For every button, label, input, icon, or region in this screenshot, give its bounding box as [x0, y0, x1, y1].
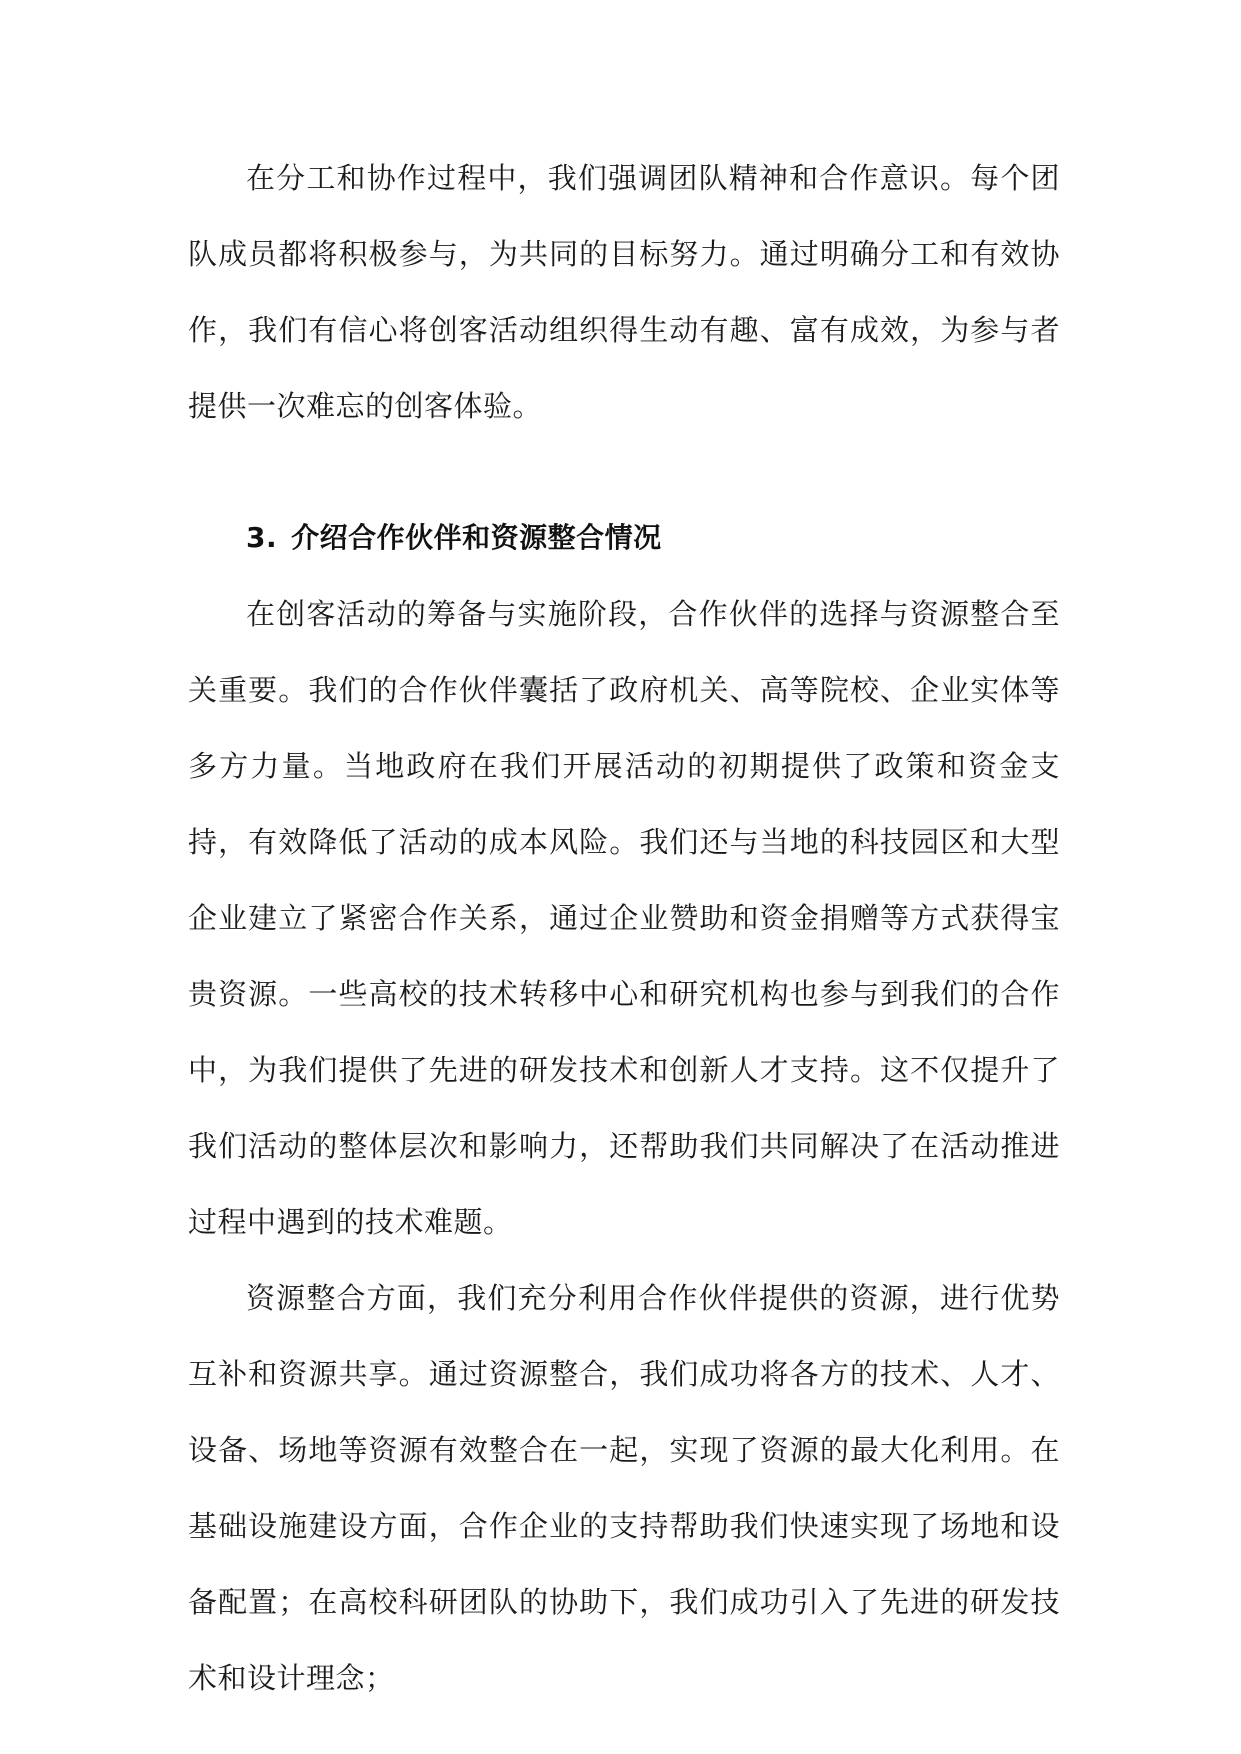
section-number: 3.: [246, 521, 278, 554]
section-title: 介绍合作伙伴和资源整合情况: [291, 521, 662, 554]
paragraph-teamwork: 在分工和协作过程中，我们强调团队精神和合作意识。每个团队成员都将积极参与，为共同的目标努力。通过明确分工和有效协作，我们有信心将创客活动组织得生动有趣、富有成效，为参与者提供一次难忘的创客体验。: [188, 161, 1060, 423]
section-heading: [188, 500, 1060, 576]
paragraph-resource-integration: 资源整合方面，我们充分利用合作伙伴提供的资源，进行优势互补和资源共享。通过资源整合，我们成功将各方的技术、人才、设备、场地等资源有效整合在一起，实现了资源的最大化利用。在基础设施建设方面，合作企业的支持帮助我们快速实现了场地和设备配置；在高校科研团队的协助下，我们成功引入了先进的研发技术和设计理念；: [188, 1281, 1060, 1695]
document-body: [188, 140, 1060, 1716]
paragraph-partners: 在创客活动的筹备与实施阶段，合作伙伴的选择与资源整合至关重要。我们的合作伙伴囊括了政府机关、高等院校、企业实体等多方力量。当地政府在我们开展活动的初期提供了政策和资金支持，有效降低了活动的成本风险。我们还与当地的科技园区和大型企业建立了紧密合作关系，通过企业赞助和资金捐赠等方式获得宝贵资源。一些高校的技术转移中心和研究机构也参与到我们的合作中，为我们提供了先进的研发技术和创新人才支持。这不仅提升了我们活动的整体层次和影响力，还帮助我们共同解决了在活动推进过程中遇到的技术难题。: [188, 597, 1060, 1239]
